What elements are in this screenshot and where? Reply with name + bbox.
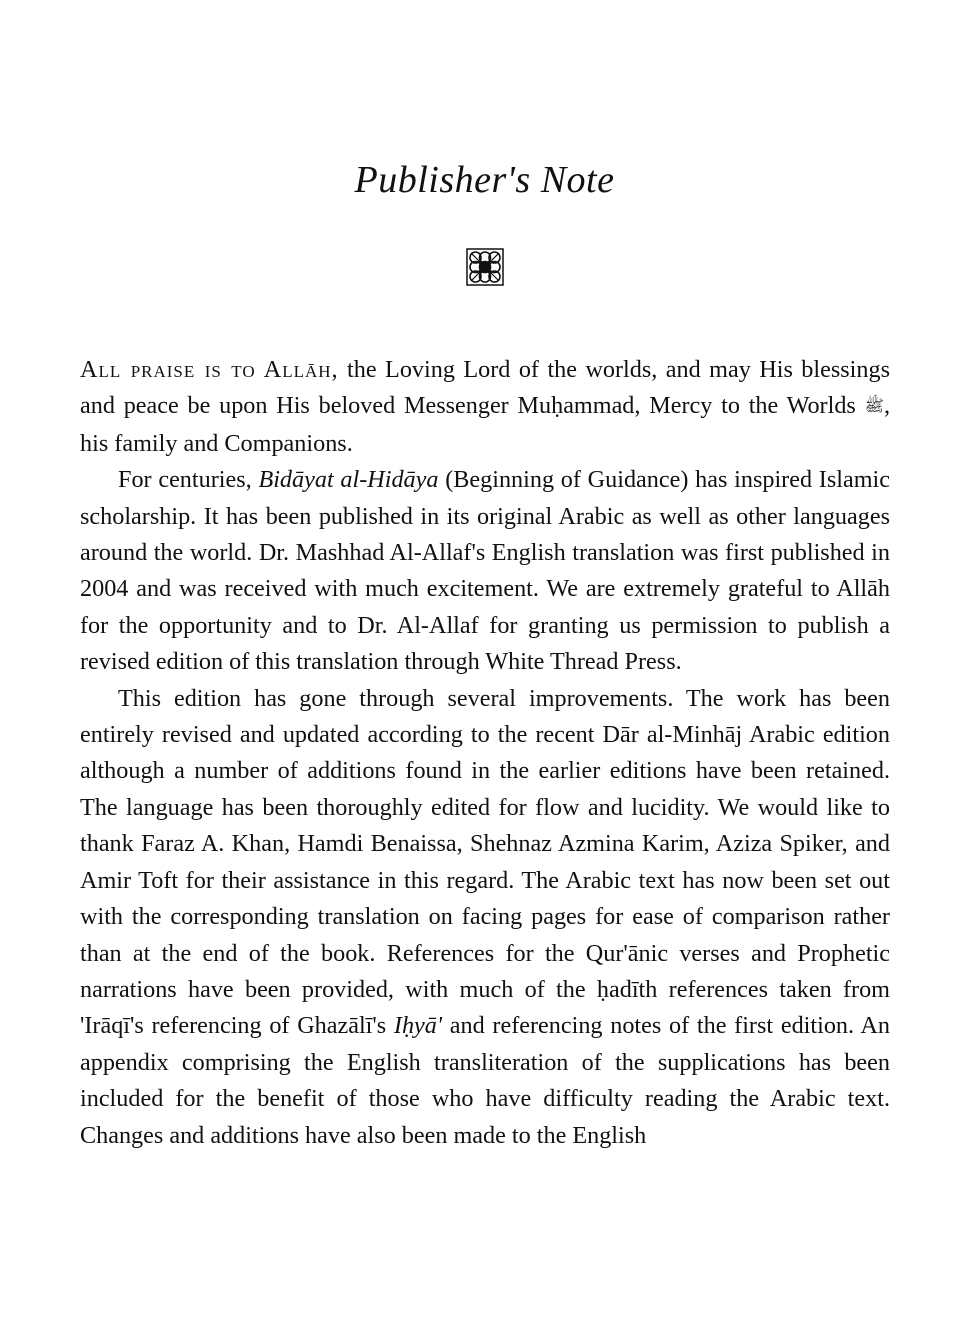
opening-text: the Loving Lord of the worlds, and may His blessings and peace be upon His beloved Messenger Muḥammad, Mercy to the Worlds [80, 356, 890, 420]
book-title-italic: Bidāyat al-Hidāya [258, 466, 439, 494]
paragraph-edition [80, 681, 890, 1154]
history-intro: For centuries, [118, 466, 259, 494]
ihya-italic: Iḥyā' [393, 1012, 443, 1040]
opening-smallcaps: All praise is to Allāh, [80, 356, 339, 383]
body-text [80, 352, 890, 1154]
page-title: Publisher's Note [354, 159, 615, 201]
edition-text: This edition has gone through several improvements. The work has been entirely revised and updated according to the recent Dār al-Minhāj Arabic edition although a number of additions found in the earlier editions have been retained. The language has been thoroughly edited for flow and lucidity. We would like to thank Faraz A. Khan, Hamdi Benaissa, Shehnaz Azmina Karim, Aziza Spiker, and Amir Toft for their assistance in this regard. The Arabic text has now been set out with the corresponding translation on facing pages for ease of comparison rather than at the end of the book. References for the Qur'ānic verses and Prophetic narrations have been provided, with much of the ḥadīth references taken from 'Irāqī's referencing of Ghazālī's [80, 684, 890, 1040]
salutation-symbol-icon: ﷺ [864, 398, 884, 416]
history-text: (Beginning of Guidance) has inspired Islamic scholarship. It has been published in its original Arabic as well as other languages around the world. Dr. Mashhad Al-Allaf's English translation was first published in 2004 and was received with much excitement. We are extremely grateful to Allāh for the opportunity and to Dr. Al-Allaf for granting us permission to publish a revised edition of this translation through White Thread Press. [80, 466, 890, 676]
paragraph-history [80, 462, 890, 680]
decorative-knot-ornament-icon [466, 248, 504, 286]
edition-text-end: and referencing notes of the first edition. An appendix comprising the English transliteration of the supplications has been included for the benefit of those who have difficulty reading the Arabic text. Changes and additions have also been made to the English [80, 1012, 890, 1149]
opening-text-end: , his family and Companions. [80, 392, 890, 457]
paragraph-opening [80, 352, 890, 462]
